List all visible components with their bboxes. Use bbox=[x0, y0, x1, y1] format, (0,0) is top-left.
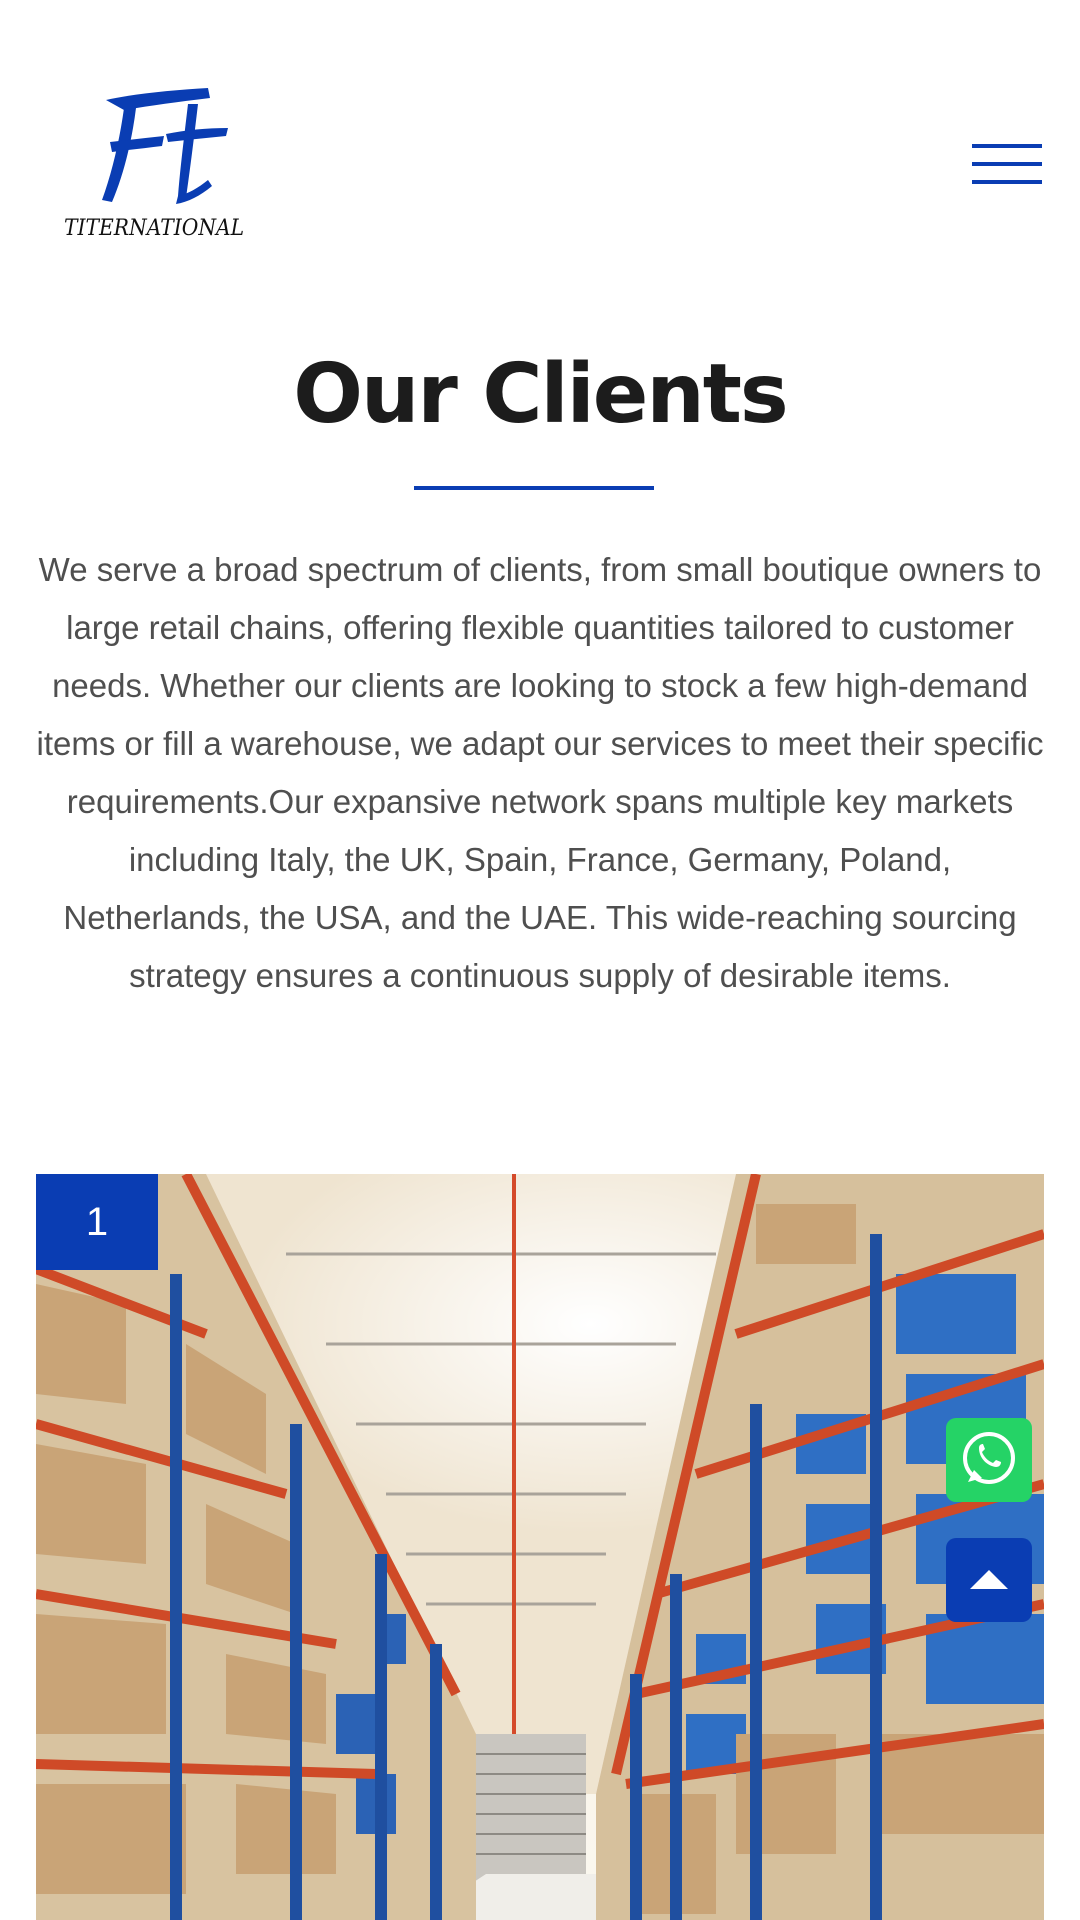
hamburger-menu-button[interactable] bbox=[968, 140, 1044, 196]
section-description: We serve a broad spectrum of clients, from small boutique owners to large retail chains, offering flexible quantities tailored to customer needs. Whether our clients are looking to stock a few high-demand items or fill a warehouse, we adapt our services to meet their specific requirements.Our expansive network spans multiple key markets including Italy, the UK, Spain, France, Germany, Poland, Netherlands, the USA, and the UAE. This wide-reaching sourcing strategy ensures a continuous supply of desirable items. bbox=[36, 551, 1044, 994]
warehouse-aisle-photo bbox=[36, 1174, 1044, 1920]
warehouse-image-card bbox=[36, 1174, 1044, 1920]
scroll-to-top-button[interactable] bbox=[946, 1538, 1032, 1622]
menu-bar-bottom bbox=[972, 180, 1042, 184]
whatsapp-icon bbox=[946, 1418, 1032, 1502]
whatsapp-button[interactable] bbox=[946, 1418, 1032, 1502]
logo-mark-icon bbox=[62, 78, 252, 213]
menu-bar-top bbox=[972, 144, 1042, 148]
site-logo[interactable] bbox=[62, 78, 252, 253]
title-underline bbox=[414, 486, 654, 490]
section-title: Our Clients bbox=[293, 347, 787, 442]
logo-wordmark: TITERNATIONAL bbox=[64, 216, 245, 241]
card-number-badge: 1 bbox=[36, 1174, 158, 1270]
menu-bar-middle bbox=[972, 162, 1042, 166]
arrow-up-icon bbox=[970, 1570, 1008, 1589]
